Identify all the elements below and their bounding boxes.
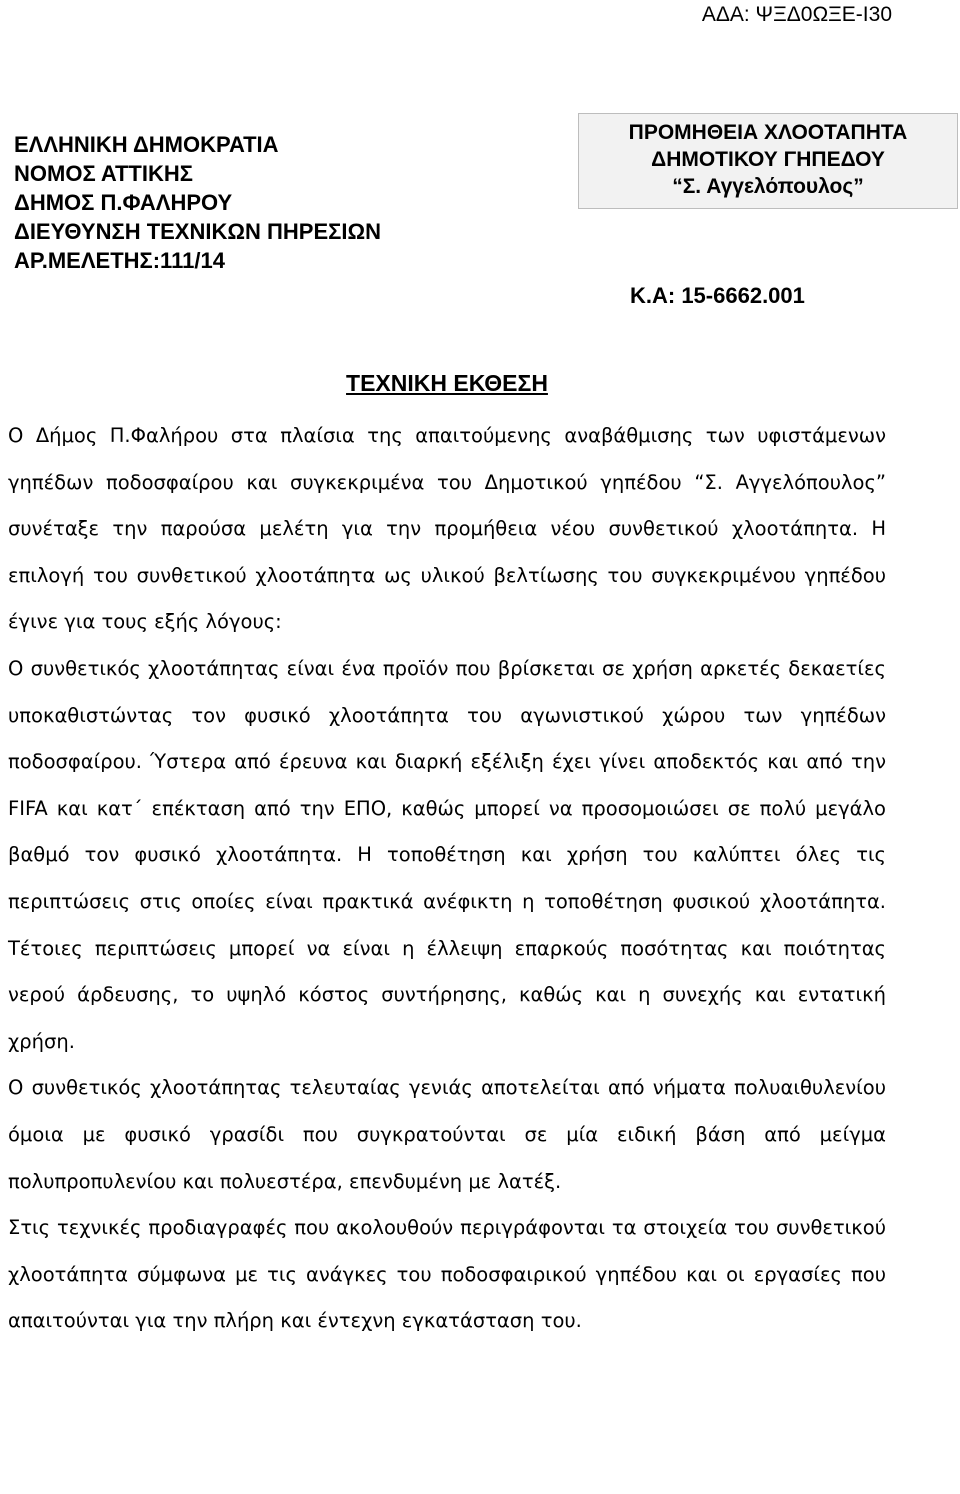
paragraph: Ο συνθετικός χλοοτάπητας τελευταίας γενιάς αποτελείται από νήματα πολυαιθυλενίου όμοια με φυσικό γρασίδι που συγκρατούνται σε μία ειδική βάση από μείγμα πολυπροπυλενίου και πολυεστέρα, επενδυμένη με λατέξ.	[8, 1076, 886, 1193]
project-title-line: “Σ. Αγγελόπουλος”	[672, 175, 864, 198]
issuer-block	[14, 130, 381, 275]
project-title-line: ΠΡΟΜΗΘΕΙΑ ΧΛΟΟΤΑΠΗΤΑ	[628, 121, 908, 144]
study-number: ΑΡ.ΜΕΛΕΤΗΣ:111/14	[14, 248, 225, 273]
issuer-line: ΔΗΜΟΣ Π.ΦΑΛΗΡΟΥ	[14, 190, 233, 215]
paragraph: Ο Δήμος Π.Φαλήρου στα πλαίσια της απαιτούμενης αναβάθμισης των υφιστάμενων γηπέδων ποδοσφαίρου και συγκεκριμένα του Δημοτικού γηπέδου “Σ. Αγγελόπουλος” συνέταξε την παρούσα μελέτη για την προμήθεια νέου συνθετικού χλοοτάπητα. Η επιλογή του συνθετικού χλοοτάπητα ως υλικού βελτίωσης του συγκεκριμένου γηπέδου έγινε για τους εξής λόγους:	[8, 424, 886, 634]
report-body	[8, 413, 886, 1345]
ada-code: ΑΔΑ: ΨΞΔ0ΩΞΕ-Ι30	[701, 3, 892, 26]
paragraph: Στις τεχνικές προδιαγραφές που ακολουθούν περιγράφονται τα στοιχεία του συνθετικού χλοοτάπητα σύμφωνα με τις ανάγκες του ποδοσφαιρικού γηπέδου και οι εργασίες που απαιτούνται για την πλήρη και έντεχνη εγκατάσταση του.	[8, 1216, 886, 1333]
budget-code: Κ.Α: 15-6662.001	[630, 283, 805, 308]
issuer-line: ΔΙΕΥΘΥΝΣΗ ΤΕΧΝΙΚΩΝ ΠΗΡΕΣΙΩΝ	[14, 219, 381, 244]
project-title-line: ΔΗΜΟΤΙΚΟΥ ΓΗΠΕΔΟΥ	[651, 148, 885, 171]
report-title: ΤΕΧΝΙΚΗ ΕΚΘΕΣΗ	[346, 370, 548, 396]
project-title-box	[578, 113, 958, 209]
paragraph: Ο συνθετικός χλοοτάπητας είναι ένα προϊόν που βρίσκεται σε χρήση αρκετές δεκαετίες υποκαθιστώντας τον φυσικό χλοοτάπητα του αγωνιστικού χώρου των γηπέδων ποδοσφαίρου. Ύστερα από έρευνα και διαρκή εξέλιξη έχει γίνει αποδεκτός και από την FIFA και κατ΄ επέκταση από την ΕΠΟ, καθώς μπορεί να προσομοιώσει σε πολύ μεγάλο βαθμό τον φυσικό χλοοτάπητα. Η τοποθέτηση και χρήση του καλύπτει όλες τις περιπτώσεις στις οποίες είναι πρακτικά ανέφικτη η τοποθέτηση φυσικού χλοοτάπητα. Τέτοιες περιπτώσεις μπορεί να είναι η έλλειψη επαρκούς ποσότητας και ποιότητας νερού άρδευσης, το υψηλό κόστος συντήρησης, καθώς και η συνεχής και εντατική χρήση.	[8, 656, 886, 1053]
issuer-line: ΝΟΜΟΣ ΑΤΤΙΚΗΣ	[14, 161, 193, 186]
issuer-line: ΕΛΛΗΝΙΚΗ ΔΗΜΟΚΡΑΤΙΑ	[14, 132, 279, 157]
